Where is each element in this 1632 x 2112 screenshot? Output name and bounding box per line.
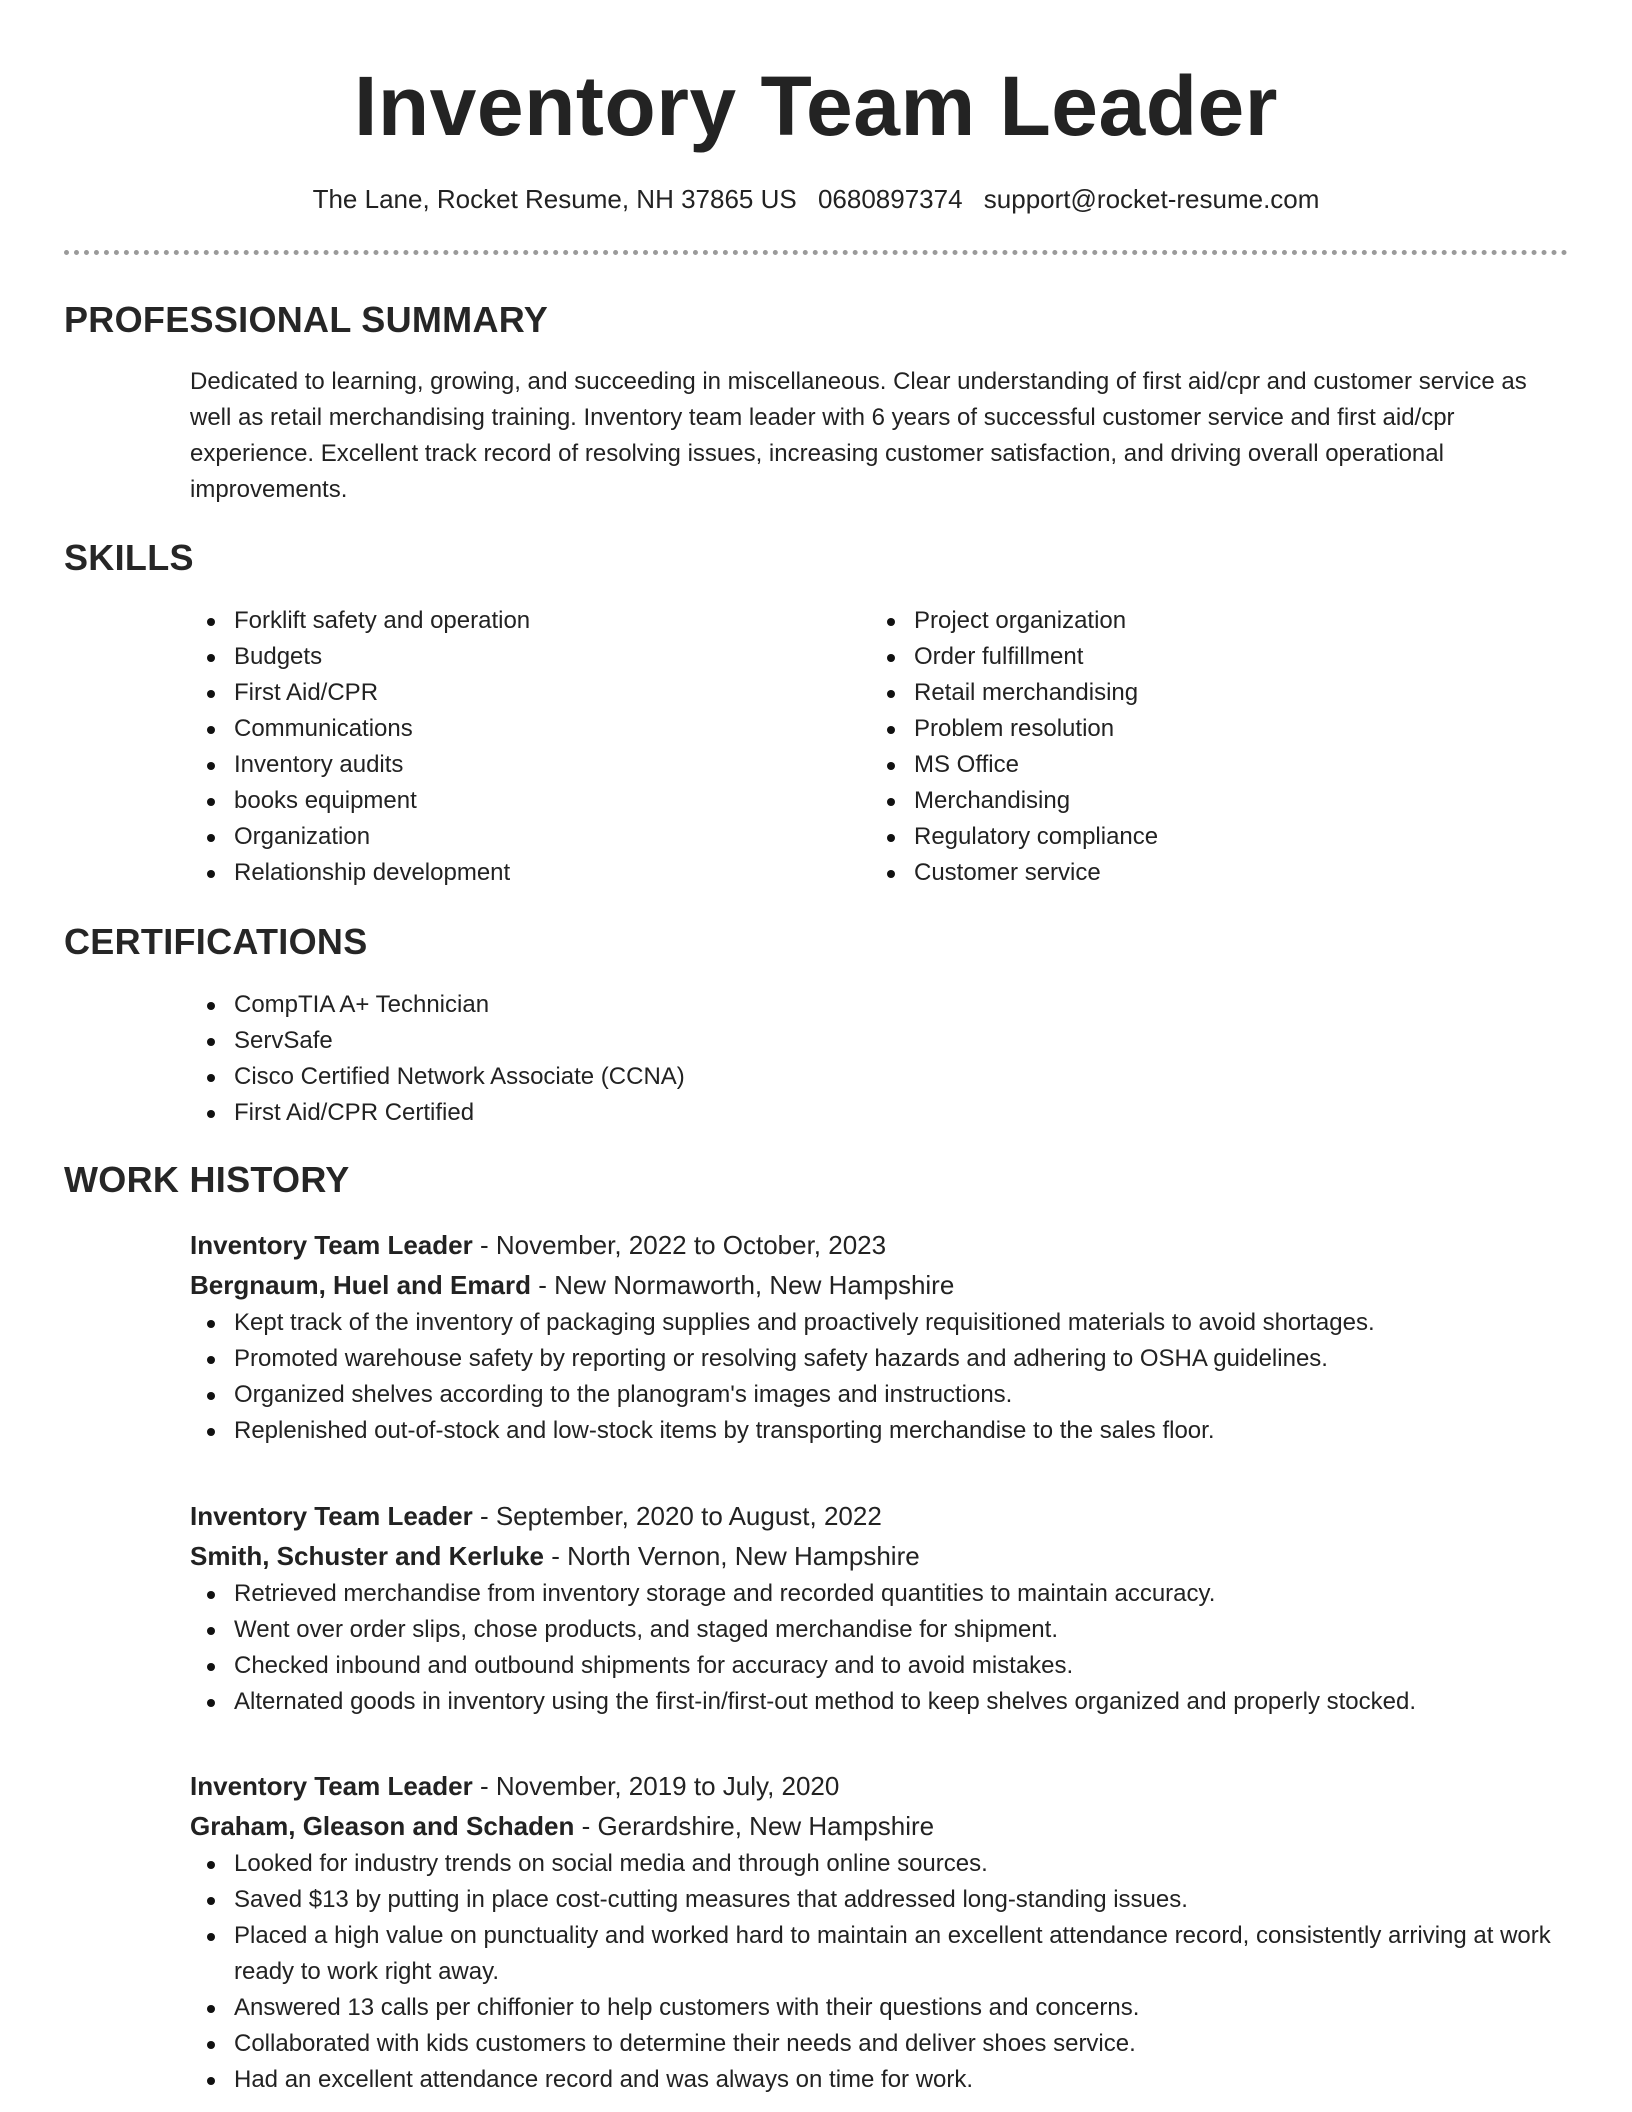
contact-phone: 0680897374	[817, 184, 963, 214]
skill-item: Relationship development	[190, 855, 830, 891]
skills-list-right	[870, 603, 1510, 891]
job-bullet-item: Went over order slips, chose products, and staged merchandise for shipment.	[190, 1612, 1556, 1648]
job-company: Smith, Schuster and Kerluke	[190, 1541, 544, 1571]
job-bullet-item: Replenished out-of-stock and low-stock items by transporting merchandise to the sales floor.	[190, 1413, 1556, 1449]
job-bullet-item: Looked for industry trends on social media and through online sources.	[190, 1846, 1556, 1882]
job-bullet-item: Answered 13 calls per chiffonier to help customers with their questions and concerns.	[190, 1990, 1556, 2026]
resume-name: Inventory Team Leader	[354, 59, 1278, 153]
skill-item: Communications	[190, 711, 830, 747]
skill-item: books equipment	[190, 783, 830, 819]
contact-address: The Lane, Rocket Resume, NH 37865 US	[312, 184, 797, 214]
job-entry	[190, 1225, 1556, 1449]
job-bullet-item: Checked inbound and outbound shipments for accuracy and to avoid mistakes.	[190, 1648, 1556, 1684]
job-bullet-item: Placed a high value on punctuality and worked hard to maintain an excellent attendance record, consistently arriving at work ready to work right away.	[190, 1918, 1556, 1990]
job-dates: - September, 2020 to August, 2022	[472, 1501, 882, 1531]
job-bullets	[190, 1305, 1556, 1449]
skills-column-right	[870, 603, 1510, 891]
job-bullets	[190, 1846, 1556, 2098]
job-bullet-item: Kept track of the inventory of packaging supplies and proactively requisitioned materials to avoid shortages.	[190, 1305, 1556, 1341]
certification-item: ServSafe	[190, 1023, 1556, 1059]
skill-item: Order fulfillment	[870, 639, 1510, 675]
skill-item: MS Office	[870, 747, 1510, 783]
job-entry	[190, 1496, 1556, 1720]
job-bullet-item: Organized shelves according to the planogram's images and instructions.	[190, 1377, 1556, 1413]
header-divider	[64, 250, 1568, 255]
skills-list-left	[190, 603, 830, 891]
job-title-line	[190, 1496, 1556, 1536]
certification-item: First Aid/CPR Certified	[190, 1095, 1556, 1131]
job-bullets	[190, 1576, 1556, 1720]
job-bullet-item: Collaborated with kids customers to determine their needs and deliver shoes service.	[190, 2026, 1556, 2062]
skill-item: Forklift safety and operation	[190, 603, 830, 639]
skill-item: Retail merchandising	[870, 675, 1510, 711]
work-history-heading: WORK HISTORY	[64, 1159, 350, 1200]
summary-text: Dedicated to learning, growing, and succeeding in miscellaneous. Clear understanding of first aid/cpr and customer service as well as retail merchandising training. Inventory team leader with 6 years of successful customer service and first aid/cpr experience. Excellent track record of resolving issues, increasing customer satisfaction, and driving overall operational improvements.	[190, 368, 1527, 503]
skills-block	[190, 603, 1556, 903]
job-dates: - November, 2019 to July, 2020	[472, 1771, 840, 1801]
skill-item: Inventory audits	[190, 747, 830, 783]
job-bullet-item: Retrieved merchandise from inventory storage and recorded quantities to maintain accuracy.	[190, 1576, 1556, 1612]
contact-email: support@rocket-resume.com	[983, 184, 1320, 214]
job-title-line	[190, 1766, 1556, 1806]
job-title: Inventory Team Leader	[190, 1501, 473, 1531]
job-bullet-item: Had an excellent attendance record and was always on time for work.	[190, 2062, 1556, 2098]
job-title: Inventory Team Leader	[190, 1771, 473, 1801]
contact-line	[64, 182, 1568, 216]
summary-block	[190, 364, 1556, 508]
certification-item: Cisco Certified Network Associate (CCNA)	[190, 1059, 1556, 1095]
certification-item: CompTIA A+ Technician	[190, 987, 1556, 1023]
job-company-line	[190, 1536, 1556, 1576]
job-company: Bergnaum, Huel and Emard	[190, 1270, 531, 1300]
job-title: Inventory Team Leader	[190, 1230, 473, 1260]
skill-item: First Aid/CPR	[190, 675, 830, 711]
job-bullet-item: Saved $13 by putting in place cost-cutting measures that addressed long-standing issues.	[190, 1882, 1556, 1918]
skill-item: Problem resolution	[870, 711, 1510, 747]
certifications-block	[190, 987, 1556, 1131]
job-company: Graham, Gleason and Schaden	[190, 1811, 575, 1841]
certifications-list	[190, 987, 1556, 1131]
skills-heading: SKILLS	[64, 537, 194, 578]
skill-item: Organization	[190, 819, 830, 855]
skills-column-left	[190, 603, 830, 891]
skill-item: Customer service	[870, 855, 1510, 891]
job-company-line	[190, 1265, 1556, 1305]
job-location: - Gerardshire, New Hampshire	[574, 1811, 935, 1841]
job-bullet-item: Alternated goods in inventory using the first-in/first-out method to keep shelves organized and properly stocked.	[190, 1684, 1556, 1720]
certifications-heading: CERTIFICATIONS	[64, 921, 368, 962]
skill-item: Budgets	[190, 639, 830, 675]
job-title-line	[190, 1225, 1556, 1265]
skill-item: Regulatory compliance	[870, 819, 1510, 855]
summary-heading: PROFESSIONAL SUMMARY	[64, 299, 549, 340]
job-entry	[190, 1766, 1556, 2098]
job-bullet-item: Promoted warehouse safety by reporting or resolving safety hazards and adhering to OSHA guidelines.	[190, 1341, 1556, 1377]
job-location: - North Vernon, New Hampshire	[543, 1541, 920, 1571]
job-dates: - November, 2022 to October, 2023	[472, 1230, 887, 1260]
skill-item: Project organization	[870, 603, 1510, 639]
skill-item: Merchandising	[870, 783, 1510, 819]
job-company-line	[190, 1806, 1556, 1846]
job-location: - New Normaworth, New Hampshire	[530, 1270, 955, 1300]
